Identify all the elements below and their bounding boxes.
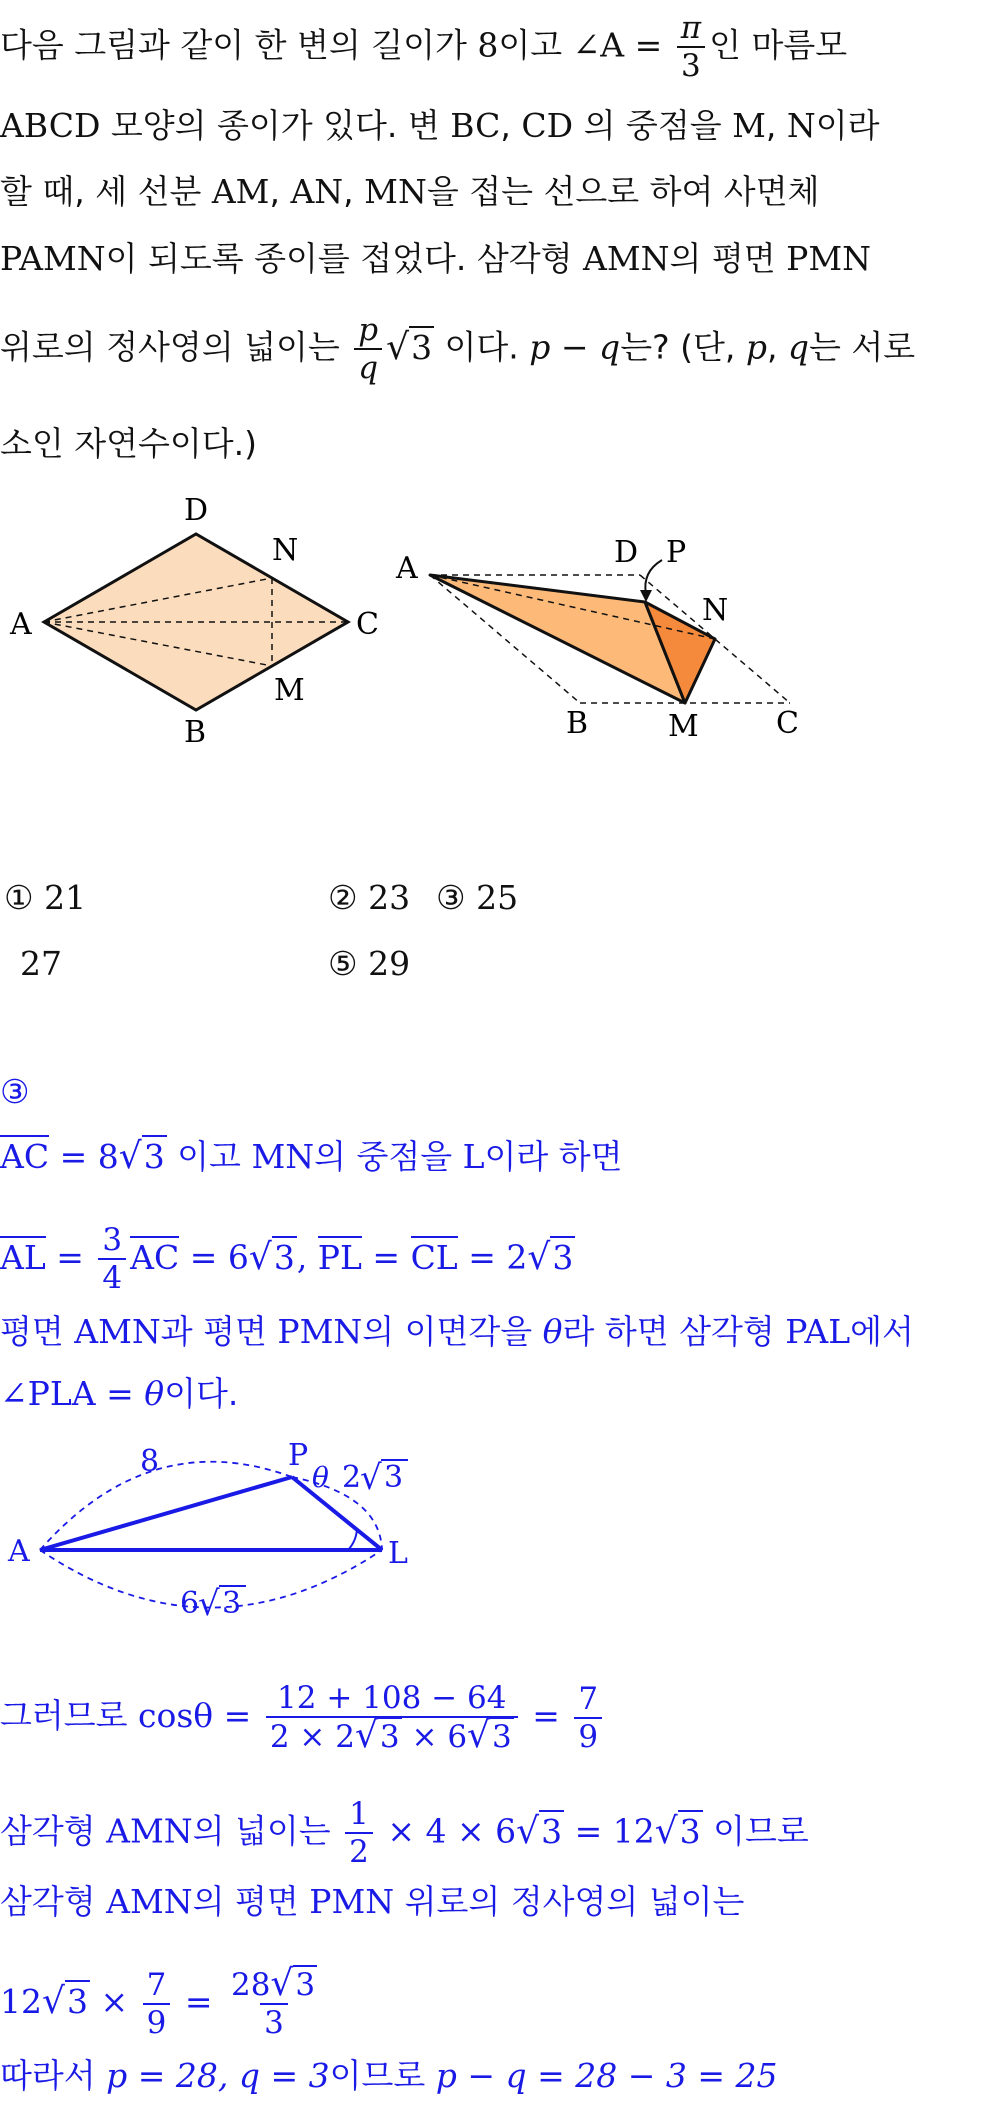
radicand: 3 [552, 1237, 574, 1277]
radicand: 3 [679, 1811, 701, 1851]
final-answer: p − q = 28 − 3 = 25 [435, 2056, 778, 2095]
theta: θ [144, 1374, 165, 1413]
p-minus-q: p − q [529, 327, 621, 367]
solution-line-5 [0, 1680, 606, 1755]
problem-text: 이라 [815, 106, 880, 145]
angle-pla: ∠PLA = [0, 1374, 145, 1413]
radicand: 3 [379, 1719, 400, 1755]
result-fraction [227, 1963, 321, 2041]
comma: , [500, 106, 522, 145]
frac-numerator: 12 + 108 − 64 [277, 1680, 507, 1716]
sqrt-3: √3 [516, 1810, 563, 1852]
side-cd: CD [521, 106, 574, 145]
comma: , [766, 327, 788, 367]
solution-text: 과 평면 [160, 1312, 278, 1351]
side-bc: BC [450, 106, 501, 145]
label-l: L [388, 1536, 408, 1571]
cos-fraction [266, 1680, 518, 1755]
choice-3[interactable]: ③ 25 [436, 878, 519, 917]
rhombus-name: ABCD [0, 106, 101, 145]
coef: 6 [180, 1586, 200, 1621]
sqrt-3: √3 [654, 1810, 701, 1852]
radicand: 3 [222, 1586, 242, 1621]
solution-text: 삼각형 [0, 1882, 107, 1921]
problem-line-5 [0, 312, 915, 386]
label-m: M [274, 673, 305, 708]
var-p: p [745, 327, 767, 367]
label-b: B [184, 715, 207, 750]
length-pl [342, 1458, 408, 1498]
label-p: P [288, 1438, 309, 1473]
triangle-pal-figure [0, 1435, 430, 1625]
solution-text: 의 넓이는 [192, 1811, 342, 1851]
problem-text: 소인 자연수이다.) [0, 424, 257, 463]
length-ap: 8 [140, 1444, 160, 1479]
plane-pmn: PMN [277, 1312, 363, 1351]
frac-numerator: p [358, 312, 379, 348]
sqrt-sign: √ [360, 1458, 382, 1498]
radicand: 3 [411, 327, 433, 367]
segment-al: AL [0, 1237, 46, 1277]
choice-5[interactable]: ⑤ 29 [328, 944, 411, 983]
solution-line-1 [0, 1135, 623, 1179]
solution-line-6 [0, 1796, 809, 1870]
segment-am: AM [211, 172, 270, 211]
sqrt-3: √3 [42, 1981, 88, 2022]
label-n: N [702, 593, 729, 628]
math-text: = 12 [564, 1811, 655, 1851]
equals: = [174, 1982, 223, 2021]
radicand: 3 [492, 1719, 512, 1755]
label-c: C [356, 607, 379, 642]
three-quarters [98, 1222, 126, 1296]
solution-text: 이다. [164, 1374, 239, 1413]
arrow-p [645, 560, 662, 594]
math-text: = 2 [457, 1237, 528, 1277]
tetrahedron-figure [390, 520, 810, 760]
choice-2[interactable]: ② 23 [328, 878, 411, 917]
sqrt-sign: √ [198, 1584, 220, 1624]
radicand: 3 [295, 1967, 316, 2003]
label-d: D [184, 493, 209, 528]
frac-denominator: 3 [260, 2003, 288, 2041]
solution-line-8 [0, 1963, 325, 2041]
problem-text: 할 때, 세 선분 [0, 172, 212, 211]
solution-line-4 [0, 1372, 238, 1416]
solution-line-9 [0, 2054, 777, 2098]
segment-mn: MN [251, 1137, 315, 1176]
solution-text: 평면 [0, 1312, 75, 1351]
frac-numerator: 7 [146, 1966, 167, 2003]
triangle-amn: AMN [106, 1811, 193, 1851]
problem-text: 이고 [498, 25, 573, 65]
solution-text: 이고 [166, 1137, 252, 1176]
solution-text: 그러므로 [0, 1696, 139, 1735]
triangle-amn: AMN [106, 1882, 193, 1921]
problem-text: 이 되도록 종이를 접었다. 삼각형 [105, 239, 584, 278]
den-part: × 6 [401, 1719, 468, 1755]
segment-ac: AC [0, 1137, 50, 1176]
math-text: = 8 [49, 1137, 119, 1176]
solution-line-2 [0, 1222, 575, 1296]
problem-line-2 [0, 104, 879, 148]
problem-text: 의 평면 [669, 239, 787, 278]
length-al [180, 1584, 246, 1624]
problem-text: 다음 그림과 같이 한 변의 길이가 [0, 25, 478, 65]
plane-amn: AMN [74, 1312, 161, 1351]
problem-line-6 [0, 422, 257, 466]
side-length: 8 [477, 25, 499, 65]
sqrt-3: √3 [118, 1136, 165, 1177]
angle-a: ∠A = [572, 25, 673, 65]
problem-line-3 [0, 170, 819, 214]
radicand: 3 [66, 1982, 88, 2021]
var-q: q [787, 327, 810, 367]
problem-line-4 [0, 237, 871, 281]
solution-text: 의 이면각을 [362, 1312, 543, 1351]
problem-text: 위로의 정사영의 넓이는 [0, 327, 351, 367]
comma: , [269, 172, 291, 211]
coef: 2 [342, 1460, 362, 1495]
problem-line-1 [0, 10, 847, 84]
solution-text: 삼각형 [0, 1811, 107, 1851]
segment-an: AN [290, 172, 344, 211]
frac-denominator: 9 [143, 2003, 171, 2041]
label-a: A [396, 551, 418, 586]
solution-text: 위로의 정사영의 넓이는 [394, 1882, 745, 1921]
frac-denominator: 2 × 2√3 × 6√3 [266, 1716, 518, 1755]
math-text: × 4 × 6 [376, 1811, 517, 1851]
frac-numerator: π [680, 10, 702, 46]
segment-ac: AC [130, 1237, 180, 1277]
solution-text: 이므로 [702, 1811, 809, 1851]
seven-ninths [574, 1681, 602, 1755]
frac-denominator: 9 [574, 1717, 602, 1755]
sqrt-3: √3 [248, 1236, 295, 1278]
segment-cl: CL [410, 1237, 458, 1277]
frac-numerator: 7 [578, 1680, 599, 1717]
segment-pl: PL [317, 1237, 362, 1277]
label-n: N [272, 533, 299, 568]
solution-text: 이므로 [329, 2056, 436, 2095]
seven-ninths [143, 1967, 171, 2041]
answer-mark: ③ [0, 1072, 30, 1111]
problem-text: 인 마름모 [709, 25, 848, 65]
angle-arc [348, 1529, 357, 1550]
arc-ap [40, 1462, 292, 1550]
problem-text: 이다. [434, 327, 530, 367]
comma: , [765, 106, 787, 145]
triangle-amn: AMN [583, 239, 670, 278]
solution-text: 따라서 [0, 2056, 107, 2095]
math-text: = [361, 1237, 411, 1277]
problem-text: 는 서로 [809, 327, 916, 367]
solution-line-7 [0, 1880, 744, 1924]
solution-text: 에서 [850, 1312, 914, 1351]
theta: θ [542, 1312, 563, 1351]
cos-theta: cosθ = [138, 1696, 262, 1735]
comma: , [343, 172, 365, 211]
solution-line-3 [0, 1310, 914, 1354]
point-n: N [786, 106, 816, 145]
label-b: B [566, 706, 589, 741]
equals: = [521, 1696, 571, 1735]
pi-over-3 [677, 10, 705, 84]
frac-denominator: 4 [98, 1258, 126, 1296]
solution-text: 라 하면 삼각형 [562, 1312, 786, 1351]
frac-denominator: q [354, 348, 382, 386]
math-text: , [296, 1237, 318, 1277]
label-d: D [614, 535, 639, 570]
den-part: 2 × 2 [269, 1719, 355, 1755]
choice-4[interactable]: 27 [20, 944, 62, 983]
choice-1[interactable]: ① 21 [4, 878, 87, 917]
label-a: A [10, 607, 32, 642]
math-text: 12 [0, 1982, 42, 2021]
tetrahedron-name: PAMN [0, 239, 106, 278]
sqrt-3: √3 [386, 326, 433, 368]
label-a: A [8, 1534, 30, 1569]
label-c: C [776, 706, 799, 741]
radicand: 3 [143, 1137, 165, 1176]
frac-denominator: 3 [677, 46, 705, 84]
radicand: 3 [273, 1237, 295, 1277]
one-half [345, 1796, 373, 1870]
frac-numerator: 28√3 [230, 1963, 316, 2004]
plane-pmn: PMN [786, 239, 872, 278]
pq-values: p = 28, q = 3 [106, 2056, 330, 2095]
frac-numerator: 1 [349, 1796, 369, 1832]
frac-numerator: 3 [102, 1222, 123, 1258]
sqrt-3: √3 [527, 1236, 574, 1278]
radicand: 3 [384, 1460, 404, 1495]
math-text: = [45, 1237, 95, 1277]
solution-text: 의 중점을 [314, 1137, 463, 1176]
problem-text: 는? (단, [620, 327, 746, 367]
problem-text: 을 접는 선으로 하여 사면체 [426, 172, 820, 211]
radicand: 3 [541, 1811, 563, 1851]
point-m: M [732, 106, 766, 145]
label-m: M [668, 709, 699, 744]
point-l: L [462, 1137, 485, 1176]
triangle-pal: PAL [785, 1312, 851, 1351]
problem-text: 모양의 종이가 있다. 변 [100, 106, 451, 145]
rhombus-figure [0, 490, 390, 760]
problem-text: 의 중점을 [573, 106, 733, 145]
side-ap [40, 1477, 292, 1550]
angle-theta: θ [312, 1461, 329, 1494]
p-over-q [354, 312, 382, 386]
plane-pmn: PMN [309, 1882, 395, 1921]
frac-denominator: 2 [345, 1832, 373, 1870]
label-p: P [666, 535, 687, 570]
segment-mn: MN [364, 172, 427, 211]
num-coef: 28 [230, 1967, 271, 2003]
solution-text: 이라 하면 [484, 1137, 623, 1176]
times: × [89, 1982, 139, 2021]
solution-text: 의 평면 [192, 1882, 310, 1921]
math-text: = 6 [179, 1237, 249, 1277]
